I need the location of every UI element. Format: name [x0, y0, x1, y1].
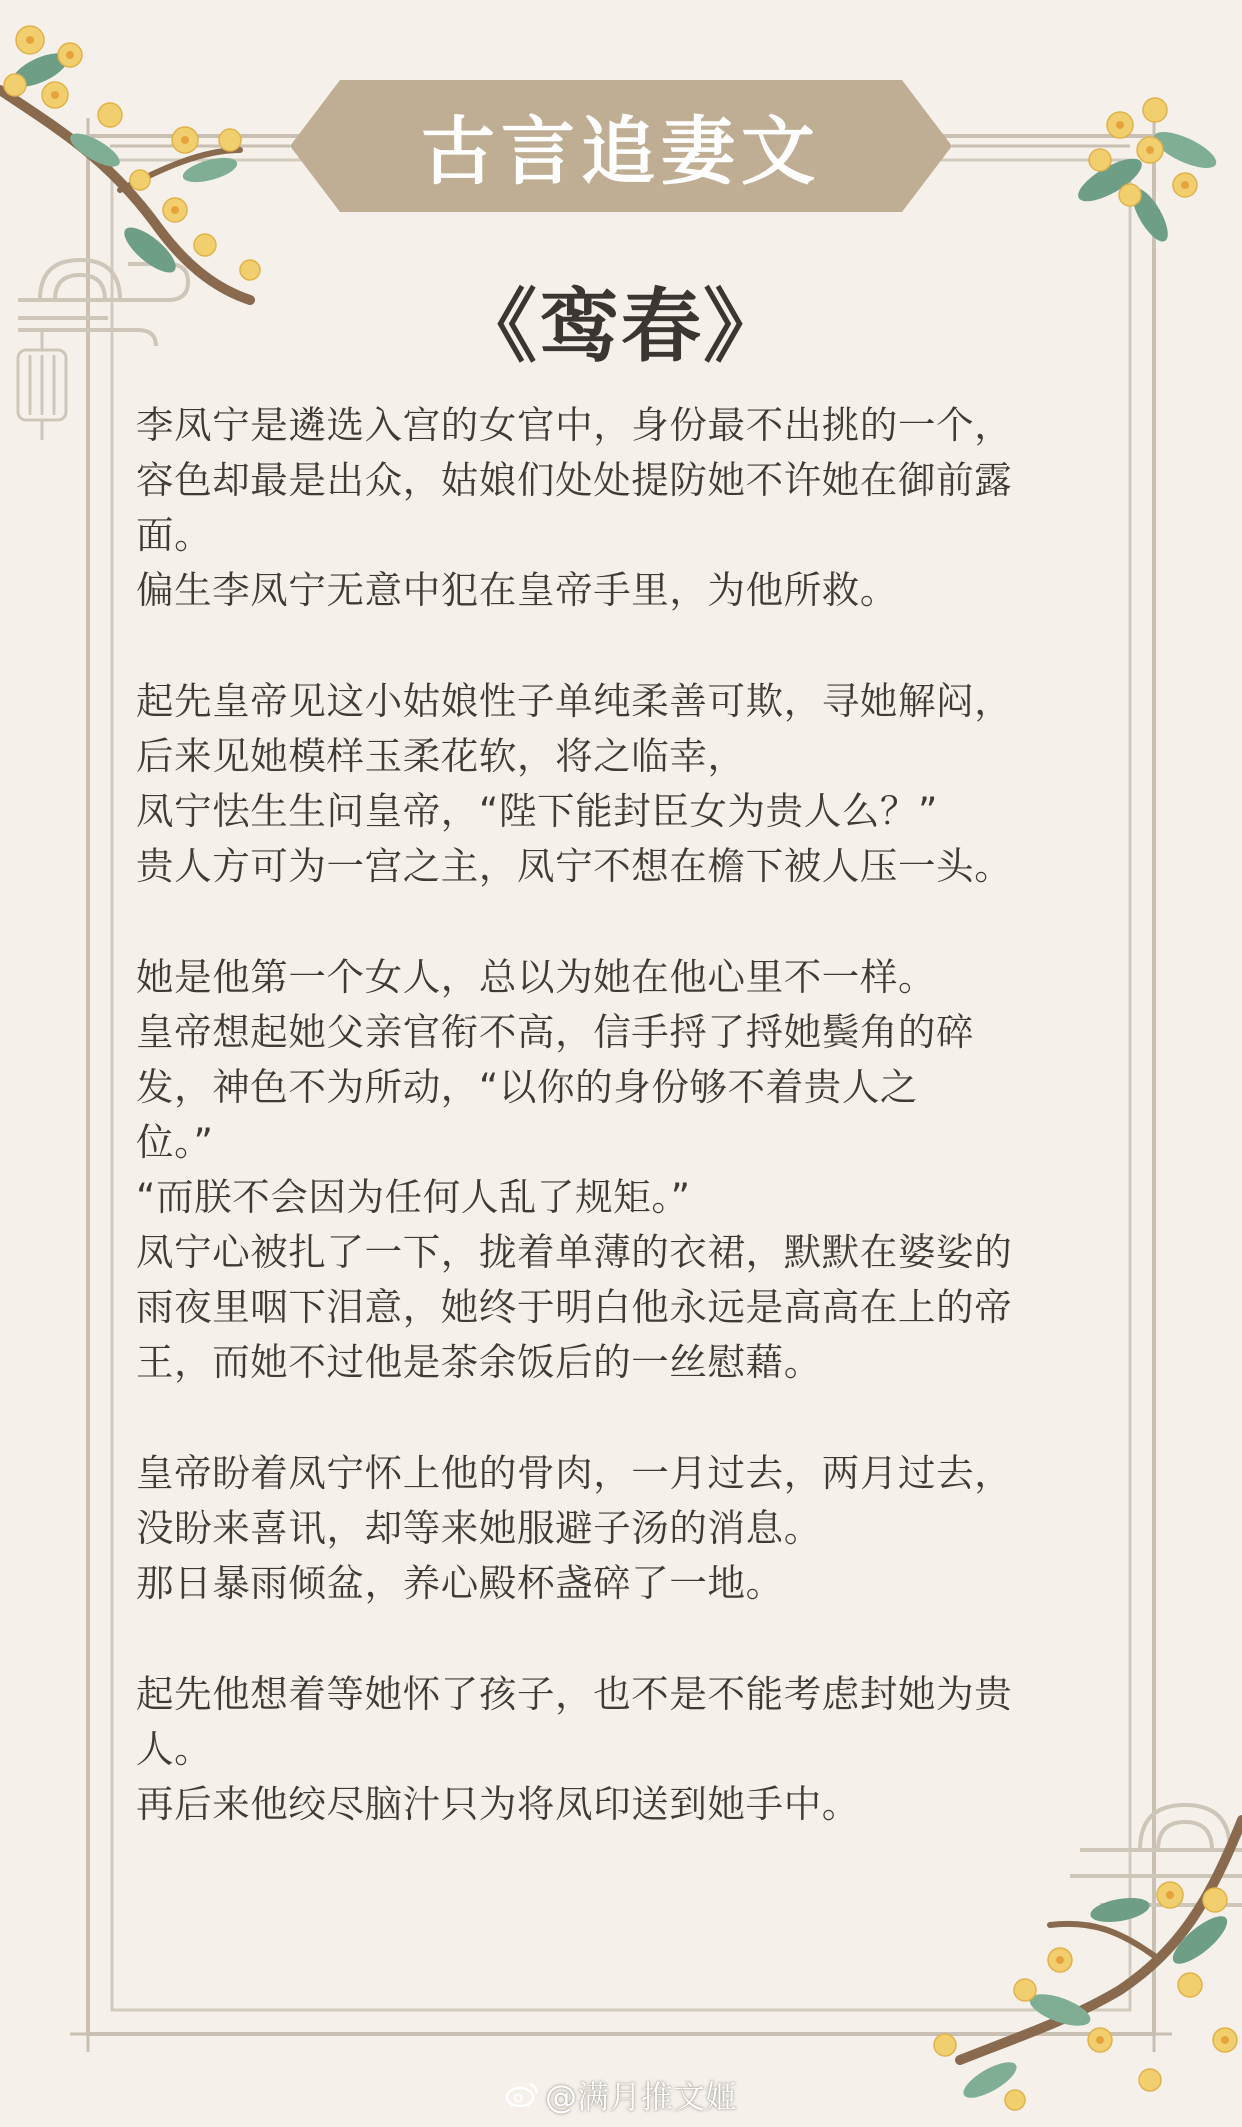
text-line: 皇帝想起她父亲官衔不高，信手捋了捋她鬓角的碎 [136, 1010, 975, 1054]
text-line: 贵人方可为一宫之主，凤宁不想在檐下被人压一头。 [136, 844, 1013, 888]
paragraph [136, 1446, 1096, 1611]
text-line: 面。 [136, 513, 213, 557]
text-line: 那日暴雨倾盆，养心殿杯盏碎了一地。 [136, 1561, 784, 1605]
text-line: 容色却最是出众，姑娘们处处提防她不许她在御前露 [136, 458, 1013, 502]
osmanthus-cluster-top-right-icon [1072, 98, 1221, 246]
text-line: 李凤宁是遴选入宫的女官中，身份最不出挑的一个， [136, 403, 1013, 447]
text-line: 凤宁心被扎了一下，拢着单薄的衣裙，默默在婆娑的 [136, 1230, 1013, 1274]
text-line: 没盼来喜讯，却等来她服避子汤的消息。 [136, 1506, 822, 1550]
paragraph [136, 674, 1096, 894]
text-line: 发，神色不为所动，“以你的身份够不着贵人之 [136, 1065, 919, 1109]
paragraph [136, 1667, 1096, 1832]
text-line: “而朕不会因为任何人乱了规矩。” [136, 1175, 691, 1219]
text-line: 起先他想着等她怀了孩子，也不是不能考虑封她为贵 [136, 1672, 1013, 1716]
paragraph [136, 398, 1096, 618]
banner-title: 古言追妻文 [421, 109, 821, 195]
text-line: 王，而她不过他是茶余饭后的一丝慰藉。 [136, 1340, 822, 1384]
watermark [0, 2072, 1242, 2118]
text-line: 凤宁怯生生问皇帝，“陛下能封臣女为贵人么？” [136, 789, 939, 833]
osmanthus-branch-top-left-icon [0, 26, 260, 300]
text-line: 偏生李凤宁无意中犯在皇帝手里，为他所救。 [136, 568, 898, 612]
text-line: 人。 [136, 1727, 213, 1771]
paragraph [136, 950, 1096, 1390]
text-line: 再后来他绞尽脑汁只为将凤印送到她手中。 [136, 1782, 860, 1826]
text-line: 位。” [136, 1120, 214, 1164]
weibo-icon [505, 2078, 539, 2116]
text-line: 她是他第一个女人，总以为她在他心里不一样。 [136, 955, 937, 999]
watermark-text: @满月推文姬 [544, 2078, 737, 2116]
text-line: 后来见她模样玉柔花软，将之临幸， [136, 734, 746, 778]
text-line: 皇帝盼着凤宁怀上他的骨肉，一月过去，两月过去， [136, 1451, 1013, 1495]
synopsis-body [136, 398, 1096, 1888]
text-line: 起先皇帝见这小姑娘性子单纯柔善可欺，寻她解闷， [136, 679, 1013, 723]
text-line: 雨夜里咽下泪意，她终于明白他永远是高高在上的帝 [136, 1285, 1013, 1329]
book-title: 《鸾春》 [457, 280, 785, 373]
